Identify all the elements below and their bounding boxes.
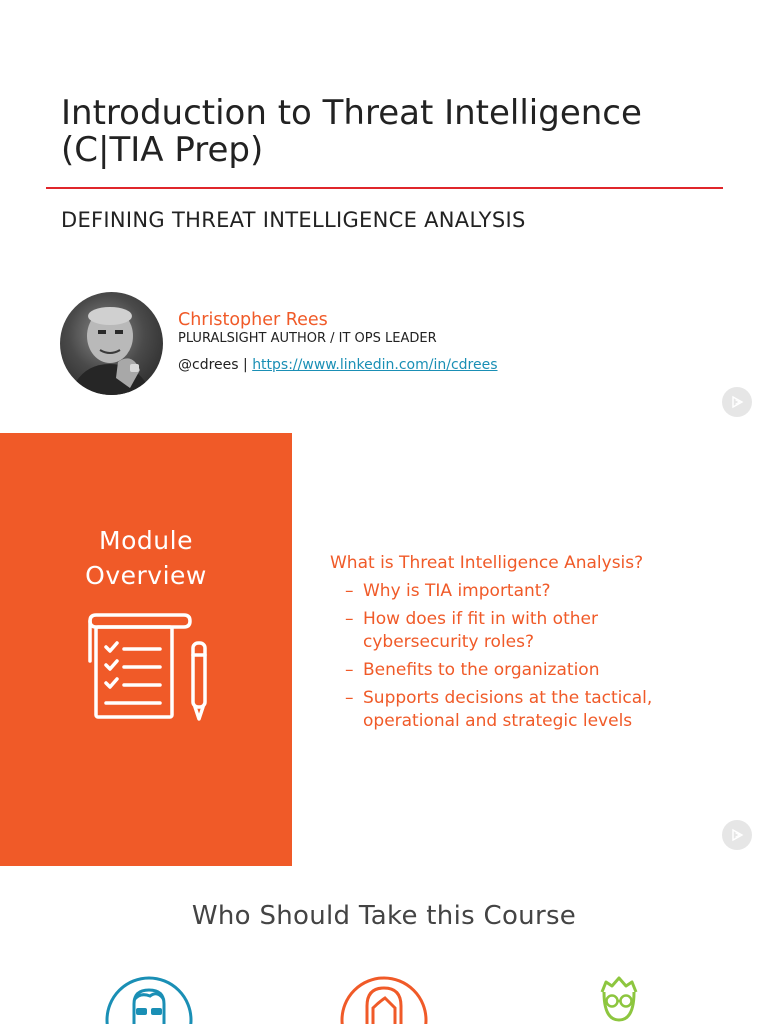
author-contact	[178, 357, 498, 373]
list-item	[345, 659, 745, 682]
bullet-text: Benefits to the organization	[363, 660, 600, 680]
author-photo-icon	[60, 292, 163, 395]
author-avatar	[60, 292, 163, 395]
bullet-dash: –	[345, 688, 354, 708]
course-title	[61, 95, 721, 169]
play-button[interactable]	[722, 387, 752, 417]
overview-question: What is Threat Intelligence Analysis?	[330, 553, 644, 573]
bullet-text: Supports decisions at the tactical, operational and strategic levels	[363, 688, 653, 731]
bullet-text: How does if fit in with other cybersecurity roles?	[363, 609, 598, 652]
author-name: Christopher Rees	[178, 310, 328, 330]
author-role: PLURALSIGHT AUTHOR / IT OPS LEADER	[178, 331, 437, 346]
play-icon	[730, 828, 744, 842]
module-overview-slide	[0, 433, 768, 866]
bullet-dash: –	[345, 581, 354, 601]
module-subtitle: DEFINING THREAT INTELLIGENCE ANALYSIS	[61, 208, 526, 232]
module-title-line2: Overview	[85, 561, 207, 590]
audience-slide	[0, 866, 768, 1024]
play-button[interactable]	[722, 820, 752, 850]
checklist-notepad-icon	[86, 613, 210, 725]
list-item	[345, 580, 745, 603]
course-title-line1: Introduction to Threat Intelligence	[61, 93, 642, 133]
course-title-line2: (C|TIA Prep)	[61, 130, 264, 170]
overview-bullets	[345, 580, 745, 738]
persona-sunglasses-icon	[104, 974, 194, 1024]
title-divider	[46, 187, 723, 189]
list-item	[345, 608, 745, 654]
title-slide	[0, 0, 768, 433]
author-handle: @cdrees |	[178, 357, 248, 373]
persona-glasses-icon	[594, 974, 644, 1024]
bullet-dash: –	[345, 609, 354, 629]
module-title	[0, 523, 292, 593]
persona-woman-icon	[339, 974, 429, 1024]
list-item	[345, 687, 745, 733]
play-icon	[730, 395, 744, 409]
linkedin-link[interactable]: https://www.linkedin.com/in/cdrees	[252, 357, 498, 373]
module-panel	[0, 433, 292, 866]
audience-heading: Who Should Take this Course	[191, 901, 577, 931]
bullet-text: Why is TIA important?	[363, 581, 551, 601]
module-title-line1: Module	[99, 526, 193, 555]
bullet-dash: –	[345, 660, 354, 680]
